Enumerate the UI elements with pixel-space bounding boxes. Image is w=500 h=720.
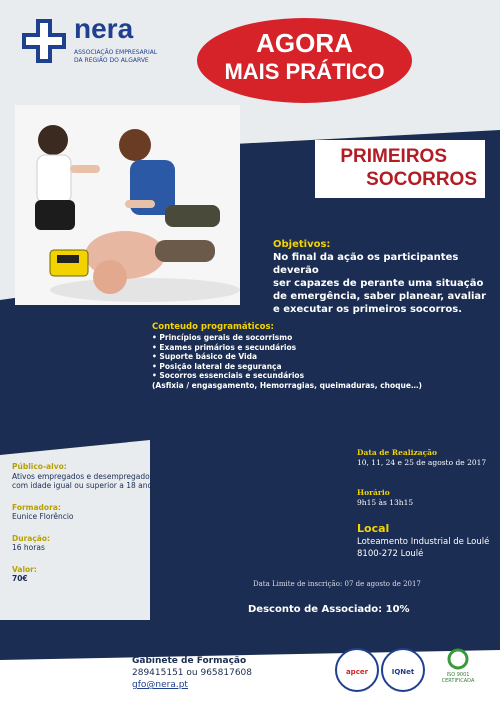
- program-item: • Exames primários e secundários: [152, 342, 297, 352]
- contacts-department: Gabinete de Formação: [132, 656, 247, 666]
- program-heading: Conteudo programáticos:: [152, 322, 274, 332]
- certified-text: CERTIFICADA: [441, 678, 475, 684]
- member-discount: Desconto de Associado: 10%: [248, 604, 410, 615]
- cpr-photo: [15, 105, 240, 305]
- cpr-illustration: [15, 105, 240, 305]
- schedule-section: [357, 488, 497, 508]
- trainer-label: Formadora:: [12, 502, 61, 512]
- contacts-email[interactable]: gfo@nera.pt: [132, 680, 188, 690]
- audience-line2: com idade igual ou superior a 18 anos: [12, 481, 157, 490]
- audience-label: Público-alvo:: [12, 462, 67, 471]
- left-info: [12, 462, 162, 584]
- logo-name: nera: [74, 13, 134, 44]
- price-value: 70€: [12, 574, 28, 583]
- program-section: [152, 322, 452, 390]
- dates-section: [357, 448, 497, 468]
- objectives-line: ser capazes de perante uma situação: [273, 278, 484, 289]
- program-item: • Princípios gerais de socorrismo: [152, 333, 293, 342]
- cross-logo-icon: [20, 17, 68, 65]
- dates-label: Data de Realização: [357, 448, 438, 457]
- logo-subtitle: [74, 49, 157, 65]
- location-section: [357, 522, 497, 560]
- trainer-value: Eunice Florêncio: [12, 512, 74, 521]
- iso-text: ISO 9001: [446, 672, 470, 678]
- contacts-heading: Informações:: [132, 644, 191, 654]
- audience-line1: Ativos empregados e desempregados,: [12, 471, 157, 481]
- course-title-line1: PRIMEIROS: [340, 146, 447, 167]
- logo-subtitle-line1: ASSOCIAÇÃO EMPRESARIAL: [74, 49, 158, 56]
- location-label: Local: [357, 522, 390, 535]
- objectives-heading: Objetivos:: [273, 239, 331, 250]
- location-line1: Loteamento Industrial de Loulé: [357, 537, 490, 547]
- program-item: • Socorros essenciais e secundários: [152, 371, 305, 380]
- badge-line1: AGORA: [256, 28, 353, 58]
- program-item: • Posição lateral de segurança: [152, 361, 282, 371]
- certified-logo: [432, 648, 484, 692]
- course-title-line2: SOCORROS: [366, 169, 477, 190]
- duration-label: Duração:: [12, 533, 50, 543]
- schedule-label: Horário: [357, 488, 390, 497]
- apcer-text: apcer: [345, 668, 369, 676]
- badge-line2: MAIS PRÁTICO: [224, 59, 385, 84]
- duration-number: 16: [12, 543, 22, 552]
- logo-subtitle-line2: DA REGIÃO DO ALGARVE: [74, 57, 149, 64]
- contacts-section: [132, 643, 332, 691]
- price-label: Valor:: [12, 564, 37, 574]
- iqnet-text: IQNet: [391, 668, 415, 676]
- objectives-line: No final da ação os participantes deverão: [273, 252, 459, 276]
- program-item: • Suporte básico de Vida: [152, 352, 258, 361]
- iqnet-logo: [381, 648, 425, 692]
- promo-badge: [197, 18, 412, 103]
- location-line2: 8100-272 Loulé: [357, 549, 424, 559]
- registration-deadline: Data Limite de inscrição: 07 de agosto de 2017: [253, 580, 421, 588]
- duration-value: [12, 543, 162, 553]
- objectives-line: e executar os primeiros socorros.: [273, 304, 463, 315]
- schedule-value: 9h15 às 13h15: [357, 498, 414, 507]
- course-title-box: [315, 140, 485, 198]
- contacts-phones: 289415151 ou 965817608: [132, 668, 253, 678]
- nera-logo: [20, 15, 170, 75]
- dates-value: 10, 11, 24 e 25 de agosto de 2017: [357, 458, 487, 467]
- objectives-line: de emergência, saber planear, avaliar: [273, 291, 487, 302]
- apcer-logo: [335, 648, 379, 692]
- program-item: (Asfixia / engasgamento, Hemorragias, queimaduras, choque…): [152, 380, 422, 390]
- objectives-section: [273, 238, 498, 316]
- duration-unit: horas: [21, 543, 45, 552]
- certified-leaf-icon: [447, 648, 469, 670]
